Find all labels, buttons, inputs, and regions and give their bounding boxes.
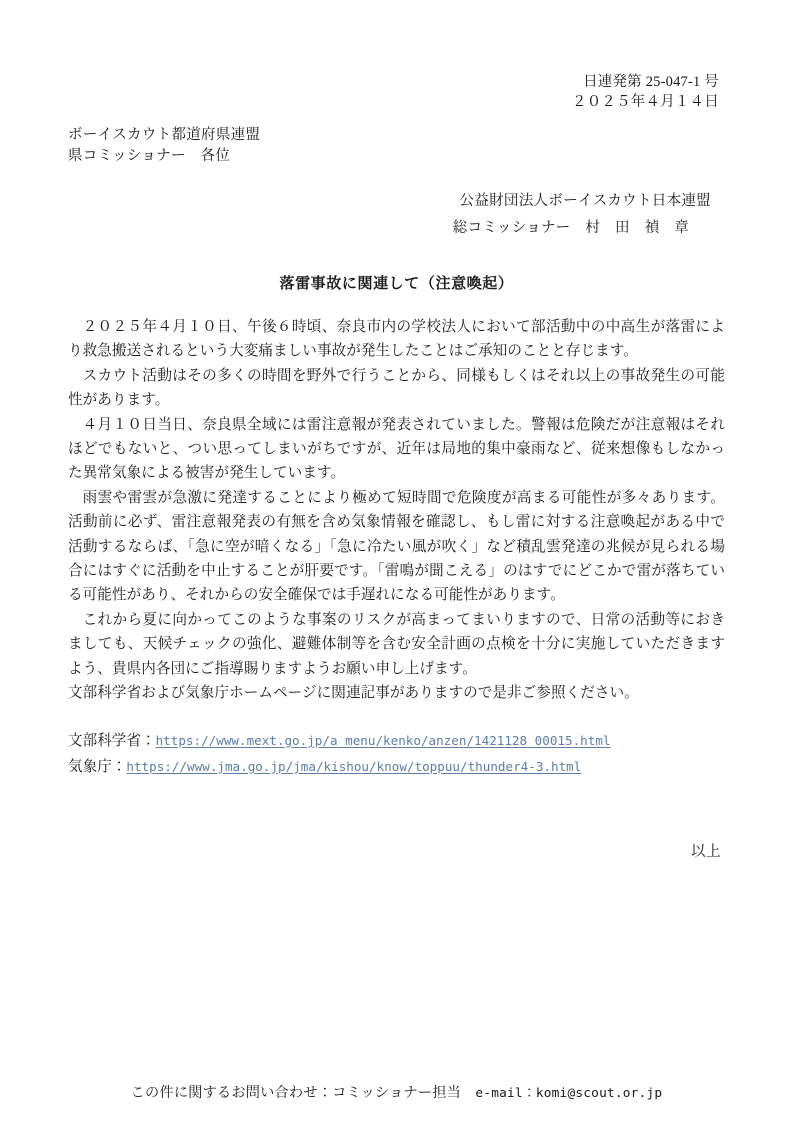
sender-block — [68, 188, 725, 242]
closing-mark: 以上 — [691, 843, 721, 860]
sender-name: 総コミッショナー 村 田 禎 章 — [452, 220, 689, 236]
link-label-jma: 気象庁： — [68, 758, 127, 775]
document-title: 落雷事故に関連して（注意喚起） — [279, 274, 514, 292]
link-jma[interactable]: https://www.jma.go.jp/jma/kishou/know/toppuu/thunder4-3.html — [126, 758, 582, 774]
link-mext[interactable]: https://www.mext.go.jp/a_menu/kenko/anzen/1421128_00015.html — [155, 732, 611, 748]
body-text — [68, 315, 725, 706]
paragraph-2: スカウト活動はその多くの時間を野外で行うことから、同様もしくはそれ以上の事故発生の可能性があります。 — [68, 367, 725, 409]
sender-organization: 公益財団法人ボーイスカウト日本連盟 — [459, 193, 711, 209]
footer-contact-text: この件に関するお問い合わせ：コミッショナー担当 — [130, 1085, 476, 1101]
document-body — [68, 0, 725, 861]
link-label-mext: 文部科学省： — [68, 732, 156, 749]
document-footer — [0, 1082, 793, 1102]
paragraph-3: ４月１０日当日、奈良県全域には雷注意報が発表されていました。警報は危険だが注意報はそれほどでもないと、つい思ってしまいがちですが、近年は局地的集中豪雨など、従来想像もしなかった異常気象による被害が発生しています。 — [68, 416, 725, 482]
link-row-mext — [68, 728, 725, 754]
footer-email: e-mail：komi@scout.or.jp — [475, 1086, 663, 1101]
paragraph-4: 雨雲や雷雲が急激に発達することにより極めて短時間で危険度が高まる可能性が多々あります。活動前に必ず、雷注意報発表の有無を含め気象情報を確認し、もし雷に対する注意喚起がある中で活動するならば、「急に空が暗くなる」「急に冷たい風が吹く」など積乱雲発達の兆候が見られる場合にはすぐに活動を中止することが肝要です。「雷鳴が聞こえる」のはすでにどこかで雷が落ちている可能性があり、それからの安全確保では手遅れになる可能性があります。 — [68, 489, 725, 604]
paragraph-1: ２０２５年４月１０日、午後６時頃、奈良市内の学校法人において部活動中の中高生が落雷により救急搬送されるという大変痛ましい事故が発生したことはご承知のことと存じます。 — [68, 319, 725, 360]
reference-block — [68, 72, 725, 112]
reference-number: 日連発第 25-047-1 号 — [583, 74, 719, 90]
addressee-line-1: ボーイスカウト都道府県連盟 — [68, 127, 261, 143]
addressee-line-2: 県コミッショナー 各位 — [68, 147, 231, 164]
paragraph-5: これから夏に向かってこのような事案のリスクが高まってまいりますので、日常の活動等におきましても、天候チェックの強化、避難体制等を含む安全計画の点検を十分に実施していただきますよう、貴県内各団にご指導賜りますようお願い申し上げます。 — [68, 611, 725, 677]
link-row-jma — [68, 754, 725, 780]
reference-links — [68, 728, 725, 780]
document-date: ２０２５年４月１４日 — [572, 94, 719, 110]
addressee-block — [68, 125, 725, 166]
closing-note: 文部科学省および気象庁ホームページに関連記事がありますので是非ご参照ください。 — [68, 685, 639, 702]
